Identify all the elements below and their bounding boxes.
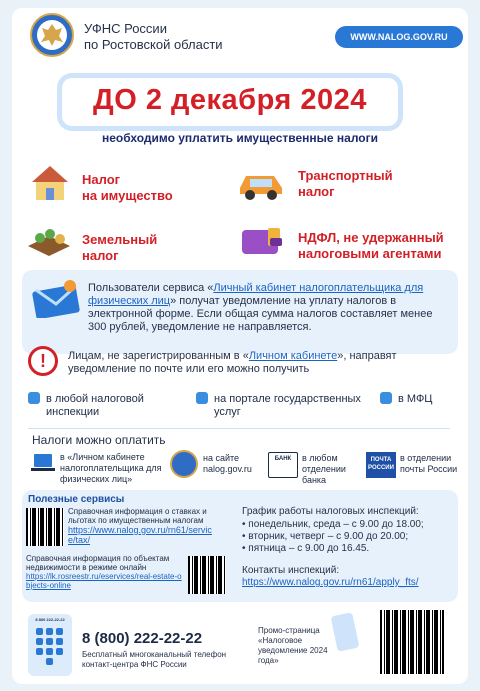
schedule-row-2: • вторник, четверг – с 9.00 до 20.00; [242, 531, 409, 542]
tax-office-icon [28, 392, 40, 404]
non-registered-notice: Лицам, не зарегистрированным в «Личном кабинете», направят уведомление по почте или его можно получить [68, 350, 397, 375]
org-line-2: по Ростовской области [84, 37, 223, 52]
bank-icon: БАНК [268, 452, 298, 478]
deadline-title: ДО 2 декабря 2024 [93, 84, 367, 116]
house-icon [28, 162, 72, 202]
wallet-icon [238, 224, 286, 256]
pay-heading: Налоги можно оплатить [32, 433, 166, 447]
cabinet-notice: Пользователи сервиса «Личный кабинет налогоплательщика для физических лиц» получат уведомление на уплату налогов в электронной форме. Если общая сумма налогов составляет менее 300 рублей, уведомление не направляется. [88, 282, 433, 333]
tax-transport: Транспортный налог [298, 168, 393, 199]
promo-label: Промо-страница «Налоговое уведомление 2024 года» [258, 626, 328, 665]
service-item-2: Справочная информация по объектам недвижимости в режиме онлайн https://lk.rosreestr.ru/eservices/real-estate-objects-online [26, 554, 186, 590]
tax-ndfl: НДФЛ, не удержанный налоговыми агентами [298, 230, 444, 261]
tax-property: Налог на имущество [82, 172, 173, 203]
channel-gosuslugi: на портале государственных услуг [214, 393, 361, 418]
phone-small-number: 8 800 222-22-22 [35, 617, 65, 622]
pay-site: на сайте nalog.gov.ru [203, 453, 252, 474]
land-plot-icon [26, 222, 72, 256]
service-link-2[interactable]: https://lk.rosreestr.ru/eservices/real-estate-objects-online [26, 572, 182, 590]
gosuslugi-icon [196, 392, 208, 404]
deadline-subtitle: необходимо уплатить имущественные налоги [101, 131, 379, 145]
schedule-row-1: • понедельник, среда – с 9.00 до 18.00; [242, 519, 424, 530]
warning-icon: ! [28, 346, 58, 376]
russian-post-icon: ПОЧТА РОССИИ [366, 452, 396, 478]
services-heading: Полезные сервисы [28, 494, 125, 505]
schedule-row-3: • пятница – с 9.00 до 16.45. [242, 543, 370, 554]
phone-illustration [28, 614, 72, 676]
org-line-1: УФНС России [84, 21, 167, 36]
site-button[interactable]: WWW.NALOG.GOV.RU [335, 26, 463, 48]
cabinet-link[interactable]: Личный кабинет налогоплательщика для физических лиц [88, 282, 424, 307]
eagle-icon [32, 15, 72, 55]
cabinet-link-2[interactable]: Личном кабинете [248, 350, 338, 362]
envelope-icon [30, 278, 82, 318]
service-item-1: Справочная информация о ставках и льготах по имущественным налогам https://www.nalog.gov.ru/rn61/service/tax/ [68, 507, 218, 545]
qr-code-promo[interactable] [380, 610, 444, 674]
contacts-heading: Контакты инспекций: [242, 565, 340, 576]
car-icon [236, 166, 286, 200]
qr-code-tax-rates[interactable] [26, 508, 64, 546]
service-link-1[interactable]: https://www.nalog.gov.ru/rn61/service/tax/ [68, 525, 212, 545]
contacts-link[interactable]: https://www.nalog.gov.ru/rn61/apply_fts/ [242, 577, 419, 588]
pay-bank: в любом отделении банка [302, 453, 346, 485]
fns-emblem [30, 13, 74, 57]
channel-tax-office: в любой налоговой инспекции [46, 393, 144, 418]
schedule [242, 506, 456, 589]
laptop-icon [30, 452, 56, 474]
hotline-phone[interactable]: 8 (800) 222-22-22 [82, 630, 203, 647]
pay-post: в отделении почты России [400, 453, 458, 474]
hotline-note: Бесплатный многоканальный телефон контакт-центра ФНС России [82, 650, 227, 669]
tax-land: Земельный налог [82, 232, 158, 263]
qr-code-rosreestr[interactable] [188, 556, 226, 594]
nalog-emblem-icon [170, 450, 198, 478]
divider [28, 428, 450, 429]
keypad-icon [28, 622, 72, 672]
pay-cabinet: в «Личном кабинете налогоплательщика для физических лиц» [60, 452, 162, 484]
channel-mfc: в МФЦ [398, 393, 433, 405]
schedule-heading: График работы налоговых инспекций: [242, 506, 419, 517]
org-name [84, 21, 223, 53]
mfc-icon [380, 392, 392, 404]
